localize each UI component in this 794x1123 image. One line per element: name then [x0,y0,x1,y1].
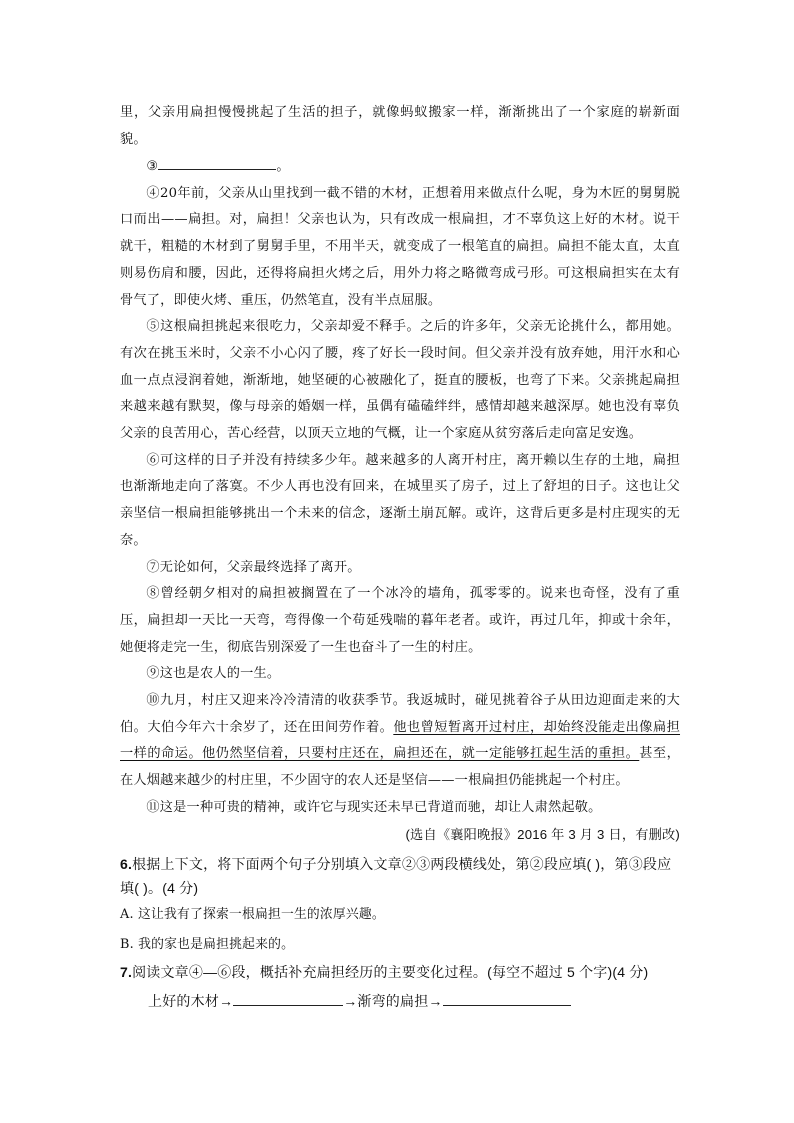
question-6-number: 6. [120,856,133,873]
passage-line-top: 里，父亲用扁担慢慢挑起了生活的担子，就像蚂蚁搬家一样，渐渐挑出了一个家庭的崭新面貌。 [120,105,680,147]
question-7-answer-line [120,988,680,1014]
paragraph-3-end: 。 [276,159,290,174]
answer-blank-2[interactable] [443,991,571,1006]
paragraph-8: ⑧曾经朝夕相对的扁担被搁置在了一个冰冷的墙角，孤零零的。说来也奇怪，没有了重压，扁担却一天比一天弯，弯得像一个苟延残喘的暮年老者。或许，再过几年，抑或十余年，她便将走完一生，彻底告别深爱了一生也奋斗了一生的村庄。 [120,586,680,655]
question-7-stem [120,960,680,984]
paragraph-10-part-a: ⑩九月，村庄又迎来冷冷清清的收获季节。我返城时，碰见挑着谷子从田边迎面走来的大伯。大伯今年六十余岁了，还在田间劳作着。 [120,693,680,735]
question-6-option-b: B. 我的家也是扁担挑起来的。 [120,937,295,953]
question-7 [120,960,680,1014]
paragraph-4: ④20年前，父亲从山里找到一截不错的木材，正想着用来做点什么呢，身为木匠的舅舅脱口而出——扁担。对，扁担！父亲也认为，只有改成一根扁担，才不辜负这上好的木材。说干就干，粗糙的木材到了舅舅手里，不用半天，就变成了一根笔直的扁担。扁担不能太直，太直则易伤肩和腰，因此，还得将扁担火烤之后，用外力将之略微弯成弓形。可这根扁担实在太有骨气了，即使火烤、重压，仍然笔直，没有半点屈服。 [120,185,680,308]
question-7-number: 7. [120,964,133,981]
answer-blank-1[interactable] [233,991,343,1006]
paragraph-6: ⑥可这样的日子并没有持续多少年。越来越多的人离开村庄，离开赖以生存的土地，扁担也渐渐地走向了落寞。不少人再也没有回来，在城里买了房子，过上了舒坦的日子。这也让父亲坚信一根扁担能够挑出一个未来的信念，逐渐土崩瓦解。或许，这背后更多是村庄现实的无奈。 [120,452,680,548]
question-6-option-a: A. 这让我有了探索一根扁担一生的浓厚兴趣。 [120,907,385,923]
paragraph-10 [120,688,680,795]
question-7-text: 阅读文章④—⑥段，概括补充扁担经历的主要变化过程。(每空不超过 5 个字)(4 分) [132,964,649,981]
answer-middle: 渐弯的扁担→ [357,993,443,1010]
answer-start: 上好的木材→ [148,993,234,1010]
question-6 [120,852,680,960]
question-6-stem [120,852,680,900]
paragraph-3-marker: ③ [146,159,159,174]
paragraph-10-part-b: 甚至，在人烟越来越少的村庄里，不少固守的农人还是坚信——一根扁担仍能挑起一个村庄。 [120,746,680,789]
paragraph-7: ⑦无论如何，父亲最终选择了离开。 [146,559,361,575]
paragraph-11: ⑪这是一种可贵的精神，或许它与现实还未早已背道而驰，却让人肃然起敬。 [146,799,602,815]
paragraph-5: ⑤这根扁担挑起来很吃力，父亲却爱不释手。之后的许多年，父亲无论挑什么，都用她。有次在挑玉米时，父亲不小心闪了腰，疼了好长一段时间。但父亲并没有放弃她，用汗水和心血一点点浸润着她，渐渐地，她坚硬的心被融化了，挺直的腰板，也弯了下来。父亲挑起扁担来越来越有默契，像与母亲的婚姻一样，虽偶有磕磕绊绊，感情却越来越深厚。她也没有辜负父亲的良苦用心，苦心经营，以顶天立地的气概，让一个家庭从贫穷落后走向富足安逸。 [120,319,680,442]
paragraph-10-underlined: 他也曾短暂离开过村庄，却始终没能走出像扁担一样的命运。他仍然坚信着，只要村庄还在，扁担还在，就一定能够扛起生活的重担。 [120,719,681,762]
answer-arrow: → [343,993,358,1010]
paragraph-9: ⑨这也是农人的一生。 [146,666,281,682]
passage-body [120,154,680,1014]
paragraph-3-blank[interactable] [158,155,276,170]
paragraph-3 [120,154,680,181]
passage [120,100,680,153]
source-citation: (选自《襄阳晚报》2016 年 3 月 3 日，有删改) [405,826,680,842]
question-6-text: 根据上下文，将下面两个句子分别填入文章②③两段横线处，第②段应填( )，第③段应填( )。(4 分) [120,856,672,897]
